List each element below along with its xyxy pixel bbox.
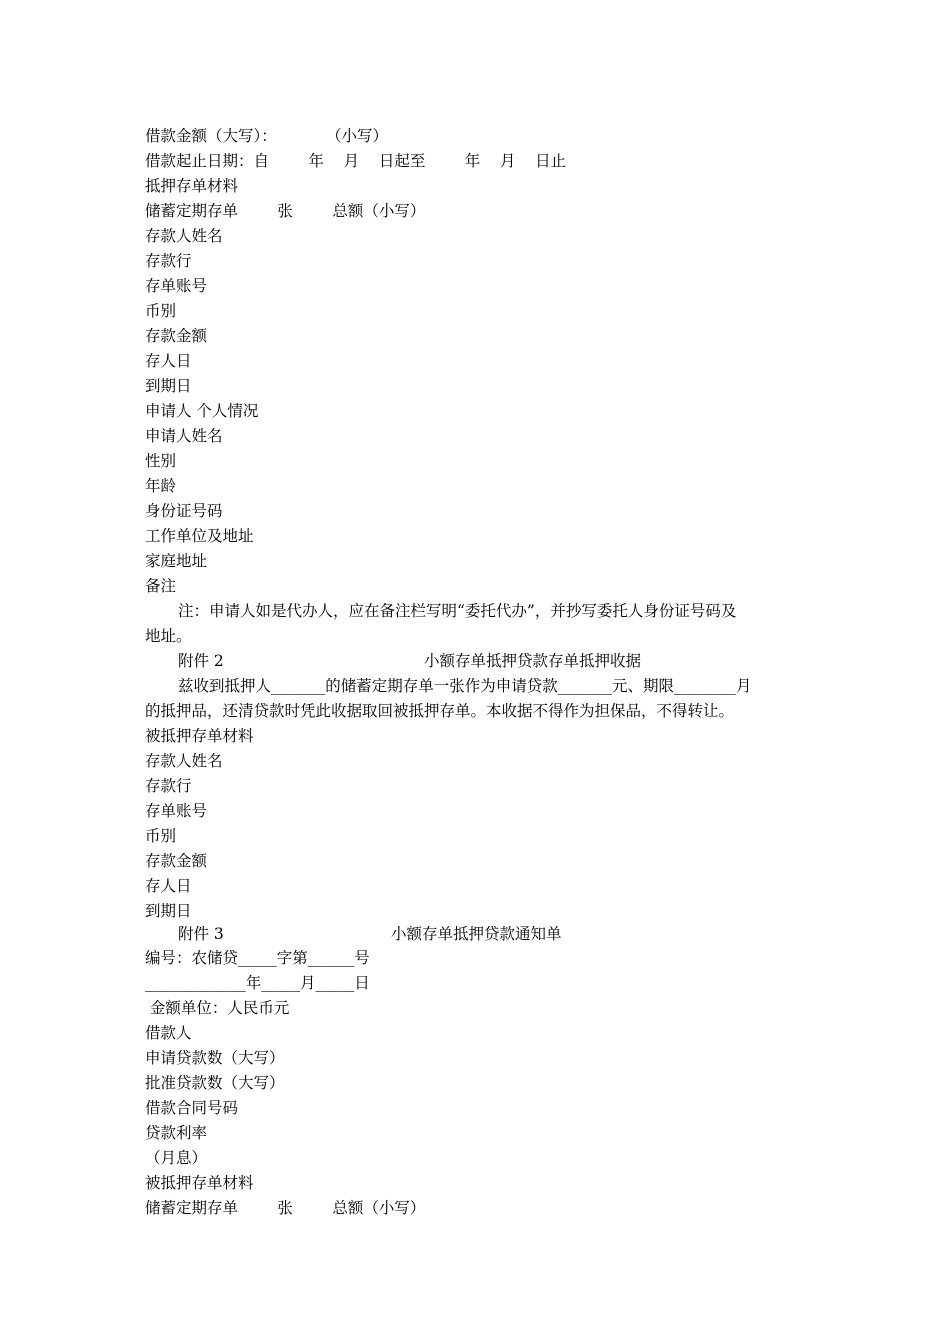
receipt-body: 兹收到抵押人_______的储蓄定期存单一张作为申请贷款_______元、期限________月 (178, 677, 752, 695)
pledged-material-heading-2: 被抵押存单材料 (145, 1174, 254, 1192)
field-id-number: 身份证号码 (145, 502, 223, 520)
note-paragraph: 注：申请人如是代办人，应在备注栏写明“委托代办”，并抄写委托人身份证号码及 (178, 602, 737, 620)
deposit-count-line: 储蓄定期存单 张 总额（小写） (145, 202, 426, 220)
appendix-3-label: 附件 3 (178, 925, 224, 943)
field-employer: 工作单位及地址 (145, 527, 254, 545)
field-depositor-name-2: 存款人姓名 (145, 752, 223, 770)
field-interest-rate: 贷款利率 (145, 1124, 208, 1142)
field-deposit-date-2: 存人日 (145, 877, 192, 895)
loan-period-line: 借款起止日期：自 年 月 日起至 年 月 日止 (145, 152, 567, 170)
field-age: 年龄 (145, 477, 177, 495)
appendix-2-label: 附件 2 (178, 652, 224, 670)
field-depositor-name: 存款人姓名 (145, 227, 223, 245)
field-monthly-interest: （月息） (145, 1149, 208, 1167)
field-requested-amount: 申请贷款数（大写） (145, 1049, 285, 1067)
receipt-title: 小额存单抵押贷款存单抵押收据 (424, 652, 642, 670)
field-deposit-date: 存人日 (145, 352, 192, 370)
deposit-count-line-2: 储蓄定期存单 张 总额（小写） (145, 1199, 426, 1217)
field-maturity-date-2: 到期日 (145, 902, 192, 920)
field-account-number: 存单账号 (145, 277, 208, 295)
receipt-body-end: 的抵押品，还清贷款时凭此收据取回被抵押存单。本收据不得作为担保品，不得转让。 (145, 702, 735, 720)
loan-amount-line: 借款金额（大写）： （小写） (145, 127, 389, 145)
field-deposit-bank-2: 存款行 (145, 777, 192, 795)
applicant-heading: 申请人 个人情况 (145, 402, 259, 420)
notice-number-line: 编号：农储贷_____字第______号 (145, 949, 370, 967)
pledged-material-heading: 被抵押存单材料 (145, 727, 254, 745)
note-paragraph-end: 地址。 (145, 627, 192, 645)
field-currency: 币别 (145, 302, 177, 320)
field-approved-amount: 批准贷款数（大写） (145, 1074, 285, 1092)
currency-unit-line: 金额单位：人民币元 (145, 999, 290, 1017)
field-deposit-amount: 存款金额 (145, 327, 208, 345)
field-gender: 性别 (145, 452, 177, 470)
field-borrower: 借款人 (145, 1024, 192, 1042)
notice-date-line: _____________年_____月_____日 (145, 974, 370, 992)
field-contract-number: 借款合同号码 (145, 1099, 239, 1117)
field-applicant-name: 申请人姓名 (145, 427, 223, 445)
field-deposit-bank: 存款行 (145, 252, 192, 270)
field-currency-2: 币别 (145, 827, 177, 845)
field-deposit-amount-2: 存款金额 (145, 852, 208, 870)
notice-title: 小额存单抵押贷款通知单 (391, 925, 562, 943)
field-remarks: 备注 (145, 577, 177, 595)
pledge-material-heading: 抵押存单材料 (145, 177, 239, 195)
field-account-number-2: 存单账号 (145, 802, 208, 820)
field-maturity-date: 到期日 (145, 377, 192, 395)
field-home-address: 家庭地址 (145, 552, 208, 570)
